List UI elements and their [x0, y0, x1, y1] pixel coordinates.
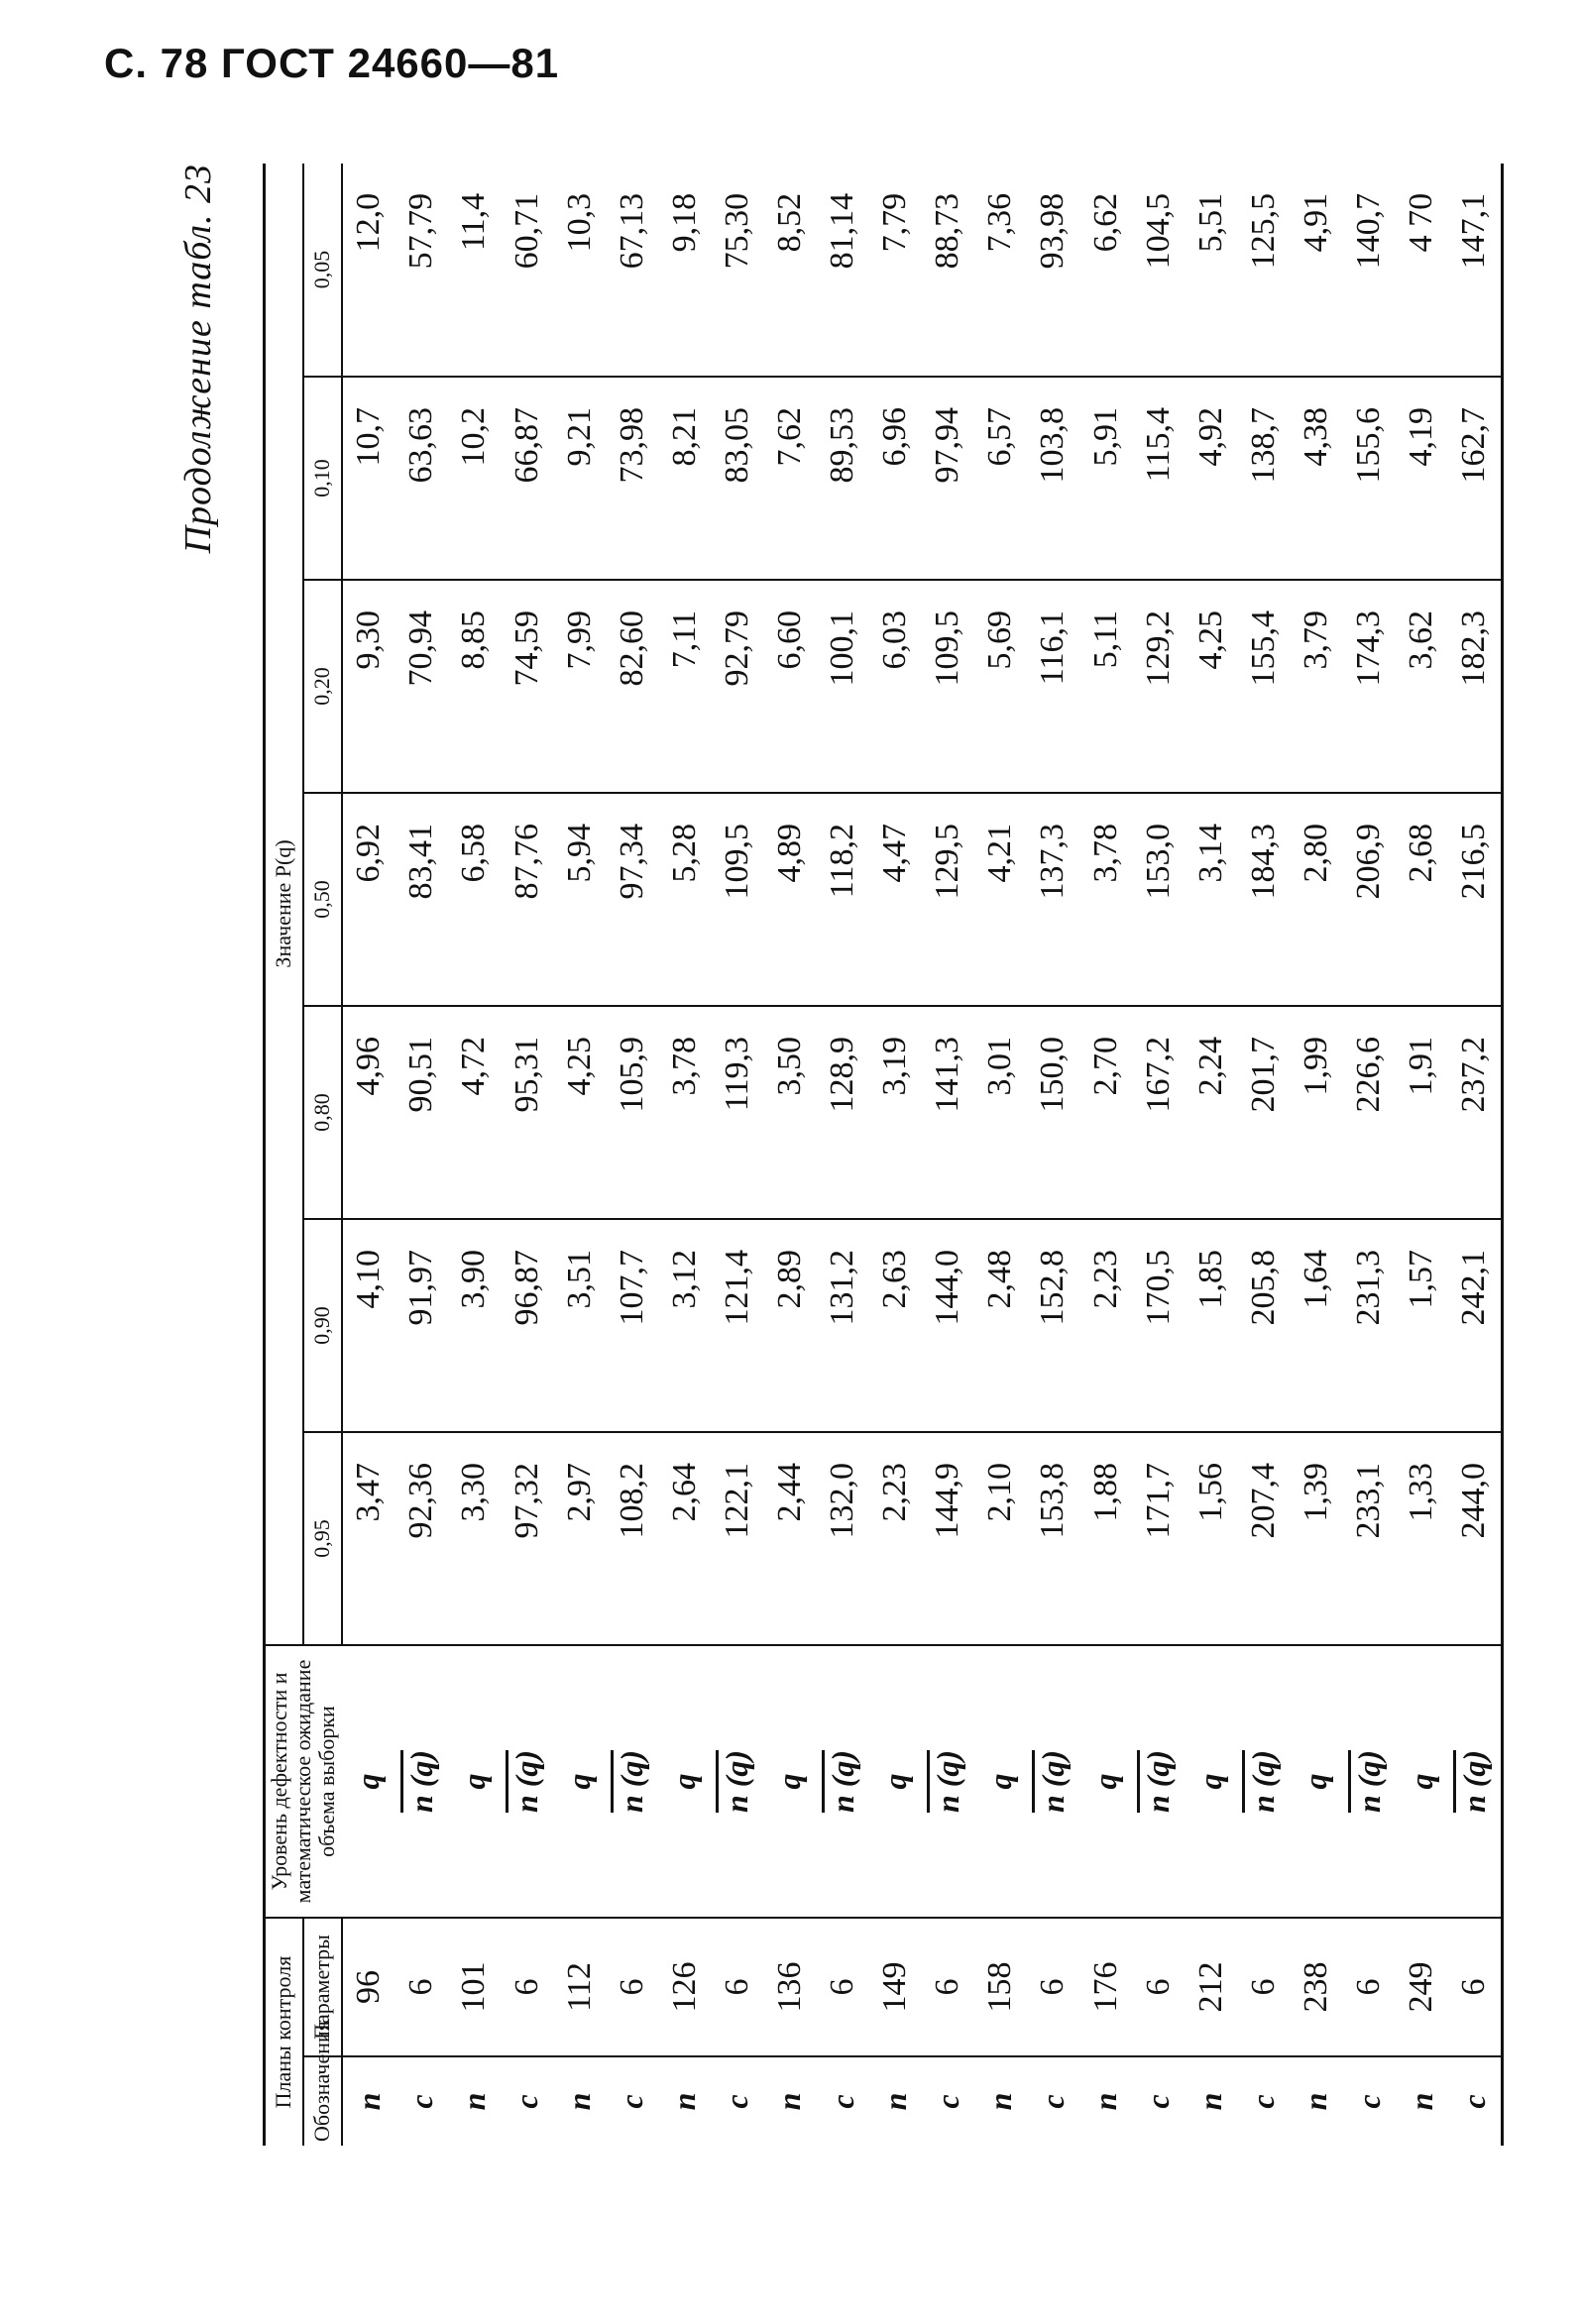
value-cell: 105,9	[606, 1006, 658, 1219]
value-cell: 115,4	[1132, 377, 1185, 580]
value-cell: 3,62	[1396, 580, 1448, 793]
value-cell: 91,97	[395, 1219, 448, 1432]
designation-cell: c	[501, 2056, 553, 2146]
parameter-cell: 6	[711, 1918, 763, 2056]
parameter-cell: 6	[922, 1918, 974, 2056]
value-cell: 131,2	[817, 1219, 869, 1432]
value-cell: 140,7	[1350, 192, 1387, 270]
value-cell: 2,89	[763, 1219, 816, 1432]
parameter-cell: 96	[342, 1918, 395, 2056]
table-body	[342, 164, 1503, 2146]
value-cell: 92,36	[395, 1432, 448, 1645]
value-cell: 6,60	[763, 580, 816, 793]
designation-cell: c	[1132, 2056, 1185, 2146]
parameter-cell: 112	[553, 1918, 606, 2056]
value-cell: 67,13	[613, 192, 650, 270]
level-cell: q	[1185, 1645, 1237, 1918]
value-cell: 7,36	[981, 192, 1019, 253]
value-cell: 3,01	[974, 1006, 1027, 1219]
value-cell: 2,10	[974, 1432, 1027, 1645]
table-row	[974, 164, 1027, 2146]
value-cell: 3,50	[763, 1006, 816, 1219]
level-cell: q	[869, 1645, 922, 1918]
value-cell: 155,4	[1237, 580, 1290, 793]
value-cell: 3,51	[553, 1219, 606, 1432]
table-row	[395, 164, 448, 2146]
value-cell: 119,3	[711, 1006, 763, 1219]
value-cell: 137,3	[1027, 793, 1079, 1006]
value-cell: 4,91	[1297, 192, 1334, 253]
value-cell: 5,11	[1079, 580, 1132, 793]
value-cell: 10,2	[448, 377, 501, 580]
value-cell: 57,79	[402, 192, 440, 270]
table-caption: Продолжение табл. 23	[177, 164, 219, 554]
value-cell: 1,99	[1290, 1006, 1342, 1219]
value-cell: 81,14	[824, 192, 861, 270]
value-cell: 3,78	[1079, 793, 1132, 1006]
table-row	[1132, 164, 1185, 2146]
header-p-0-80: 0,80	[303, 1006, 342, 1219]
value-cell: 2,23	[1079, 1219, 1132, 1432]
value-cell: 167,2	[1132, 1006, 1185, 1219]
designation-cell: c	[395, 2056, 448, 2146]
value-cell: 6,92	[342, 793, 395, 1006]
level-cell: q	[553, 1645, 606, 1918]
value-cell: 4,92	[1185, 377, 1237, 580]
table-row	[1290, 164, 1342, 2146]
table-row	[1027, 164, 1079, 2146]
value-cell: 171,7	[1132, 1432, 1185, 1645]
value-cell: 11,4	[455, 192, 493, 252]
value-cell: 96,87	[501, 1219, 553, 1432]
value-cell: 233,1	[1342, 1432, 1395, 1645]
table-row	[763, 164, 816, 2146]
parameter-cell: 136	[763, 1918, 816, 2056]
level-cell: q	[763, 1645, 816, 1918]
value-cell: 206,9	[1342, 793, 1395, 1006]
level-cell: n (q)	[395, 1645, 448, 1918]
value-cell: 170,5	[1132, 1219, 1185, 1432]
parameter-cell: 6	[1342, 1918, 1395, 2056]
value-cell: 132,0	[817, 1432, 869, 1645]
value-cell: 2,80	[1290, 793, 1342, 1006]
value-cell: 89,53	[817, 377, 869, 580]
value-cell: 1,39	[1290, 1432, 1342, 1645]
value-cell: 97,34	[606, 793, 658, 1006]
table-row	[817, 164, 869, 2146]
value-cell: 7,62	[763, 377, 816, 580]
header-value-group: Значение P(q)	[265, 164, 303, 1645]
parameter-cell: 6	[1448, 1918, 1503, 2056]
header-p-0-20: 0,20	[303, 580, 342, 793]
value-cell: 118,2	[817, 793, 869, 1006]
table-row	[606, 164, 658, 2146]
value-cell: 97,94	[922, 377, 974, 580]
value-cell: 2,24	[1185, 1006, 1237, 1219]
rotated-table-area	[159, 164, 1493, 2146]
value-cell: 109,5	[922, 580, 974, 793]
designation-cell: n	[869, 2056, 922, 2146]
value-cell: 5,51	[1191, 192, 1229, 253]
value-cell: 108,2	[606, 1432, 658, 1645]
designation-cell: n	[553, 2056, 606, 2146]
level-cell: q	[1290, 1645, 1342, 1918]
value-cell: 5,28	[658, 793, 711, 1006]
value-cell: 216,5	[1448, 793, 1503, 1006]
value-cell: 5,94	[553, 793, 606, 1006]
table-row	[1396, 164, 1448, 2146]
table-row	[1342, 164, 1395, 2146]
value-cell: 182,3	[1448, 580, 1503, 793]
parameter-cell: 158	[974, 1918, 1027, 2056]
designation-cell: n	[763, 2056, 816, 2146]
value-cell: 6,58	[448, 793, 501, 1006]
value-cell: 90,51	[395, 1006, 448, 1219]
value-cell: 3,79	[1290, 580, 1342, 793]
value-cell: 2,70	[1079, 1006, 1132, 1219]
value-cell: 4,38	[1290, 377, 1342, 580]
value-cell: 63,63	[395, 377, 448, 580]
value-cell: 2,68	[1396, 793, 1448, 1006]
value-cell: 3,19	[869, 1006, 922, 1219]
value-cell: 4,47	[869, 793, 922, 1006]
value-cell: 4,25	[553, 1006, 606, 1219]
designation-cell: n	[342, 2056, 395, 2146]
level-cell: n (q)	[711, 1645, 763, 1918]
value-cell: 4,25	[1185, 580, 1237, 793]
value-cell: 9,21	[553, 377, 606, 580]
table-row	[448, 164, 501, 2146]
value-cell: 93,98	[1034, 192, 1072, 270]
designation-cell: n	[448, 2056, 501, 2146]
value-cell: 162,7	[1448, 377, 1503, 580]
designation-cell: n	[974, 2056, 1027, 2146]
designation-cell: c	[1027, 2056, 1079, 2146]
value-cell: 138,7	[1237, 377, 1290, 580]
parameter-cell: 6	[1132, 1918, 1185, 2056]
designation-cell: n	[1396, 2056, 1448, 2146]
value-cell: 82,60	[606, 580, 658, 793]
level-cell: q	[974, 1645, 1027, 1918]
value-cell: 2,44	[763, 1432, 816, 1645]
table-row	[711, 164, 763, 2146]
value-cell: 9,18	[665, 192, 703, 253]
header-p-0-95: 0,95	[303, 1432, 342, 1645]
value-cell: 8,21	[658, 377, 711, 580]
value-cell: 4,72	[448, 1006, 501, 1219]
value-cell: 3,30	[448, 1432, 501, 1645]
value-cell: 122,1	[711, 1432, 763, 1645]
value-cell: 1,56	[1185, 1432, 1237, 1645]
value-cell: 109,5	[711, 793, 763, 1006]
value-cell: 10,7	[342, 377, 395, 580]
parameter-cell: 238	[1290, 1918, 1342, 2056]
level-cell: q	[342, 1645, 395, 1918]
value-cell: 103,8	[1027, 377, 1079, 580]
value-cell: 7,11	[658, 580, 711, 793]
value-cell: 12,0	[350, 192, 388, 253]
parameter-cell: 6	[817, 1918, 869, 2056]
value-cell: 144,9	[922, 1432, 974, 1645]
designation-cell: n	[1185, 2056, 1237, 2146]
parameter-cell: 6	[606, 1918, 658, 2056]
value-cell: 4,21	[974, 793, 1027, 1006]
parameter-cell: 149	[869, 1918, 922, 2056]
table-row	[342, 164, 395, 2146]
value-cell: 231,3	[1342, 1219, 1395, 1432]
value-cell: 3,12	[658, 1219, 711, 1432]
designation-cell: n	[1079, 2056, 1132, 2146]
designation-cell: c	[606, 2056, 658, 2146]
table-row	[1237, 164, 1290, 2146]
value-cell: 153,0	[1132, 793, 1185, 1006]
value-cell: 107,7	[606, 1219, 658, 1432]
value-cell: 1,57	[1396, 1219, 1448, 1432]
level-cell: q	[658, 1645, 711, 1918]
level-cell: n (q)	[1027, 1645, 1079, 1918]
value-cell: 60,71	[508, 192, 545, 270]
value-cell: 95,31	[501, 1006, 553, 1219]
value-cell: 87,76	[501, 793, 553, 1006]
value-cell: 97,32	[501, 1432, 553, 1645]
level-cell: n (q)	[1237, 1645, 1290, 1918]
value-cell: 152,8	[1027, 1219, 1079, 1432]
value-cell: 2,64	[658, 1432, 711, 1645]
designation-cell: c	[711, 2056, 763, 2146]
table-row	[501, 164, 553, 2146]
value-cell: 1,33	[1396, 1432, 1448, 1645]
value-cell: 3,47	[342, 1432, 395, 1645]
level-cell: n (q)	[1132, 1645, 1185, 1918]
header-parameters: Параметры	[303, 1918, 342, 2056]
level-cell: n (q)	[501, 1645, 553, 1918]
value-cell: 5,69	[974, 580, 1027, 793]
value-cell: 70,94	[395, 580, 448, 793]
value-cell: 5,91	[1079, 377, 1132, 580]
header-p-0-10: 0,10	[303, 377, 342, 580]
table-row	[922, 164, 974, 2146]
designation-cell: c	[922, 2056, 974, 2146]
parameter-cell: 212	[1185, 1918, 1237, 2056]
level-cell: n (q)	[606, 1645, 658, 1918]
table-row	[1185, 164, 1237, 2146]
value-cell: 10,3	[560, 192, 598, 253]
parameter-cell: 6	[1237, 1918, 1290, 2056]
value-cell: 83,41	[395, 793, 448, 1006]
designation-cell: c	[1448, 2056, 1503, 2146]
value-cell: 6,57	[974, 377, 1027, 580]
value-cell: 150,0	[1027, 1006, 1079, 1219]
level-cell: n (q)	[817, 1645, 869, 1918]
parameter-cell: 6	[501, 1918, 553, 2056]
value-cell: 66,87	[501, 377, 553, 580]
value-cell: 92,79	[711, 580, 763, 793]
value-cell: 2,48	[974, 1219, 1027, 1432]
parameter-cell: 176	[1079, 1918, 1132, 2056]
value-cell: 174,3	[1342, 580, 1395, 793]
value-cell: 144,0	[922, 1219, 974, 1432]
value-cell: 237,2	[1448, 1006, 1503, 1219]
parameter-cell: 6	[1027, 1918, 1079, 2056]
value-cell: 4,10	[342, 1219, 395, 1432]
value-cell: 83,05	[711, 377, 763, 580]
value-cell: 226,6	[1342, 1006, 1395, 1219]
value-cell: 6,03	[869, 580, 922, 793]
value-cell: 147,1	[1448, 164, 1503, 377]
table-row	[553, 164, 606, 2146]
value-cell: 1,85	[1185, 1219, 1237, 1432]
value-cell: 100,1	[817, 580, 869, 793]
value-cell: 9,30	[342, 580, 395, 793]
parameter-cell: 6	[395, 1918, 448, 2056]
value-cell: 2,63	[869, 1219, 922, 1432]
table-row	[869, 164, 922, 2146]
value-cell: 4,96	[342, 1006, 395, 1219]
value-cell: 6,62	[1086, 192, 1124, 253]
value-cell: 4,19	[1396, 377, 1448, 580]
value-cell: 4,89	[763, 793, 816, 1006]
value-cell: 2,23	[869, 1432, 922, 1645]
value-cell: 7,99	[553, 580, 606, 793]
value-cell: 8,52	[770, 192, 808, 253]
designation-cell: n	[658, 2056, 711, 2146]
value-cell: 116,1	[1027, 580, 1079, 793]
value-cell: 74,59	[501, 580, 553, 793]
value-cell: 125,5	[1244, 192, 1282, 270]
value-cell: 3,90	[448, 1219, 501, 1432]
value-cell: 153,8	[1027, 1432, 1079, 1645]
header-p-0-05: 0,05	[303, 164, 342, 377]
header-p-0-50: 0,50	[303, 793, 342, 1006]
value-cell: 2,97	[553, 1432, 606, 1645]
level-cell: q	[1079, 1645, 1132, 1918]
value-cell: 7,79	[876, 192, 914, 253]
level-cell: q	[1396, 1645, 1448, 1918]
value-cell: 244,0	[1448, 1432, 1503, 1645]
level-cell: q	[448, 1645, 501, 1918]
value-cell: 73,98	[606, 377, 658, 580]
data-table	[263, 164, 1504, 2146]
value-cell: 3,78	[658, 1006, 711, 1219]
value-cell: 128,9	[817, 1006, 869, 1219]
parameter-cell: 101	[448, 1918, 501, 2056]
table-row	[1448, 164, 1503, 2146]
table-row	[658, 164, 711, 2146]
value-cell: 141,3	[922, 1006, 974, 1219]
level-cell: n (q)	[1342, 1645, 1395, 1918]
value-cell: 207,4	[1237, 1432, 1290, 1645]
header-designation: Обозначения	[303, 2056, 342, 2146]
parameter-cell: 126	[658, 1918, 711, 2056]
value-cell: 1,91	[1396, 1006, 1448, 1219]
value-cell: 88,73	[929, 192, 966, 270]
page-header: С. 78 ГОСТ 24660—81	[104, 40, 560, 86]
parameter-cell: 249	[1396, 1918, 1448, 2056]
value-cell: 1,64	[1290, 1219, 1342, 1432]
value-cell: 8,85	[448, 580, 501, 793]
level-cell: n (q)	[1448, 1645, 1503, 1918]
designation-cell: c	[817, 2056, 869, 2146]
header-plans-group: Планы контроля	[265, 1918, 303, 2146]
value-cell: 129,2	[1132, 580, 1185, 793]
value-cell: 121,4	[711, 1219, 763, 1432]
designation-cell: c	[1237, 2056, 1290, 2146]
value-cell: 104,5	[1139, 192, 1177, 270]
value-cell: 205,8	[1237, 1219, 1290, 1432]
header-level: Уровень дефектности и математическое ожидание объема выборки	[265, 1645, 342, 1918]
designation-cell: c	[1342, 2056, 1395, 2146]
value-cell: 75,30	[718, 192, 755, 270]
level-cell: n (q)	[922, 1645, 974, 1918]
designation-cell: n	[1290, 2056, 1342, 2146]
value-cell: 129,5	[922, 793, 974, 1006]
value-cell: 1,88	[1079, 1432, 1132, 1645]
table-row	[1079, 164, 1132, 2146]
value-cell: 201,7	[1237, 1006, 1290, 1219]
value-cell: 242,1	[1448, 1219, 1503, 1432]
value-cell: 4 70	[1403, 192, 1440, 253]
value-cell: 155,6	[1342, 377, 1395, 580]
value-cell: 6,96	[869, 377, 922, 580]
value-cell: 3,14	[1185, 793, 1237, 1006]
header-p-0-90: 0,90	[303, 1219, 342, 1432]
value-cell: 184,3	[1237, 793, 1290, 1006]
